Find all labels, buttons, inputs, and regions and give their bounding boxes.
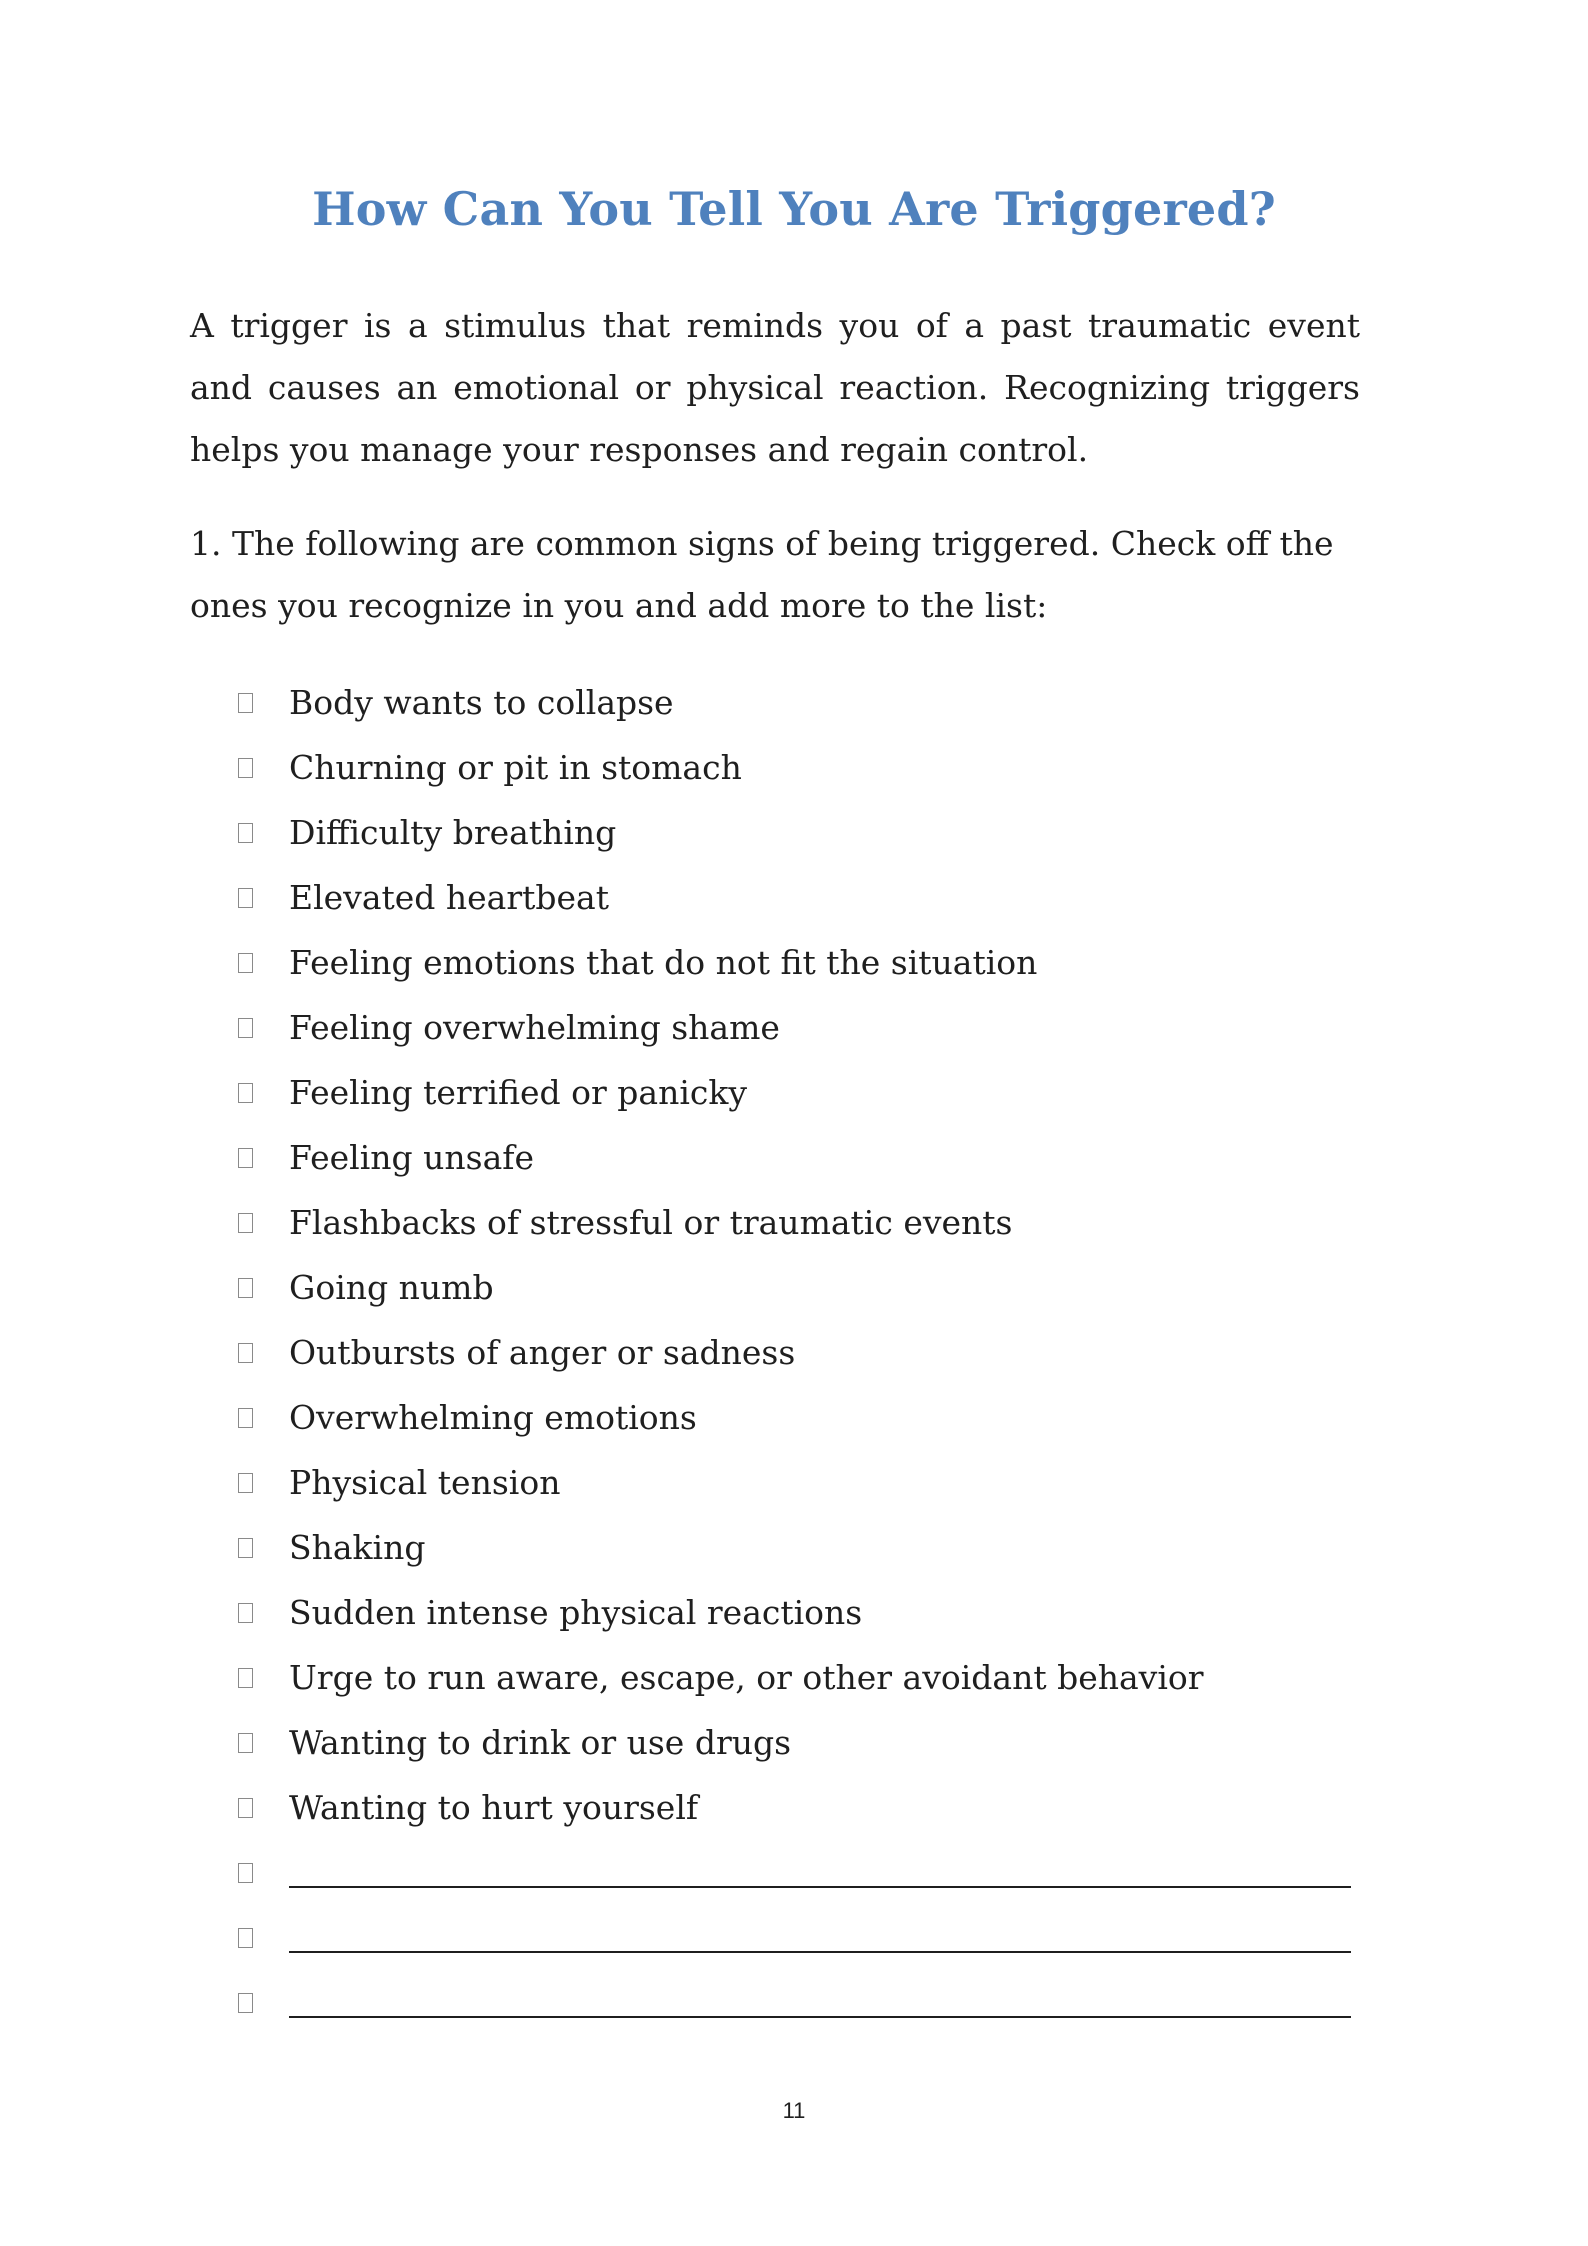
checklist-item-label: Physical tension — [289, 1463, 561, 1502]
checklist-item — [238, 1775, 1351, 1840]
checklist-item — [238, 1320, 1351, 1385]
checklist-item — [238, 865, 1351, 930]
checkbox[interactable] — [238, 1928, 253, 1948]
checklist-item-label: Feeling emotions that do not fit the situation — [289, 943, 1038, 982]
checklist-item — [238, 735, 1351, 800]
checkbox[interactable] — [238, 1408, 253, 1428]
checklist-item-label: Flashbacks of stressful or traumatic events — [289, 1203, 1013, 1242]
checkbox[interactable] — [238, 1668, 253, 1688]
checkbox[interactable] — [238, 1798, 253, 1818]
write-in-line[interactable] — [289, 1886, 1351, 1888]
checkbox[interactable] — [238, 1603, 253, 1623]
checklist-item — [238, 670, 1351, 735]
checklist-item-label: Churning or pit in stomach — [289, 748, 742, 787]
checklist-item — [238, 1710, 1351, 1775]
checklist-item-label: Wanting to hurt yourself — [289, 1788, 699, 1827]
blank-checklist-item — [238, 1905, 1351, 1970]
checklist-item — [238, 1580, 1351, 1645]
checkbox[interactable] — [238, 1343, 253, 1363]
checklist-item-label: Feeling overwhelming shame — [289, 1008, 780, 1047]
signs-checklist — [238, 670, 1351, 2035]
checkbox[interactable] — [238, 1538, 253, 1558]
checkbox[interactable] — [238, 1473, 253, 1493]
checkbox[interactable] — [238, 1213, 253, 1233]
checklist-item-label: Going numb — [289, 1268, 494, 1307]
checklist-item-label: Sudden intense physical reactions — [289, 1593, 863, 1632]
checklist-item — [238, 1645, 1351, 1710]
checklist-item-label: Overwhelming emotions — [289, 1398, 697, 1437]
checklist-item-label: Urge to run aware, escape, or other avoidant behavior — [289, 1658, 1204, 1697]
page-number: 11 — [782, 2098, 806, 2123]
checkbox[interactable] — [238, 823, 253, 843]
question-prompt: 1. The following are common signs of being triggered. Check off the ones you recognize in you and add more to the list: — [190, 524, 1334, 625]
checklist-item — [238, 995, 1351, 1060]
checkbox[interactable] — [238, 953, 253, 973]
checkbox[interactable] — [238, 1733, 253, 1753]
checkbox[interactable] — [238, 1148, 253, 1168]
checkbox[interactable] — [238, 1863, 253, 1883]
checklist-item — [238, 1515, 1351, 1580]
checkbox[interactable] — [238, 1278, 253, 1298]
checkbox[interactable] — [238, 888, 253, 908]
write-in-line[interactable] — [289, 2016, 1351, 2018]
checklist-item-label: Wanting to drink or use drugs — [289, 1723, 792, 1762]
checkbox[interactable] — [238, 693, 253, 713]
blank-checklist-item — [238, 1970, 1351, 2035]
checklist-item — [238, 930, 1351, 995]
checklist-item-label: Elevated heartbeat — [289, 878, 609, 917]
checklist-item — [238, 1385, 1351, 1450]
page-title: How Can You Tell You Are Triggered? — [312, 182, 1276, 236]
checklist-item — [238, 800, 1351, 865]
write-in-line[interactable] — [289, 1951, 1351, 1953]
checkbox[interactable] — [238, 758, 253, 778]
checkbox[interactable] — [238, 1018, 253, 1038]
checklist-item — [238, 1190, 1351, 1255]
checklist-item-label: Outbursts of anger or sadness — [289, 1333, 796, 1372]
checklist-item-label: Shaking — [289, 1528, 426, 1567]
checkbox[interactable] — [238, 1993, 253, 2013]
checklist-item-label: Feeling terrified or panicky — [289, 1073, 748, 1112]
checklist-item-label: Difficulty breathing — [289, 813, 617, 852]
intro-paragraph: A trigger is a stimulus that reminds you of a past traumatic event and causes an emotional or physical reaction. Recognizing triggers helps you manage your responses and regain control. — [190, 306, 1360, 469]
checklist-item-label: Feeling unsafe — [289, 1138, 534, 1177]
checklist-item — [238, 1450, 1351, 1515]
checkbox[interactable] — [238, 1083, 253, 1103]
checklist-item — [238, 1255, 1351, 1320]
checklist-item — [238, 1125, 1351, 1190]
blank-checklist-item — [238, 1840, 1351, 1905]
checklist-item-label: Body wants to collapse — [289, 683, 674, 722]
checklist-item — [238, 1060, 1351, 1125]
